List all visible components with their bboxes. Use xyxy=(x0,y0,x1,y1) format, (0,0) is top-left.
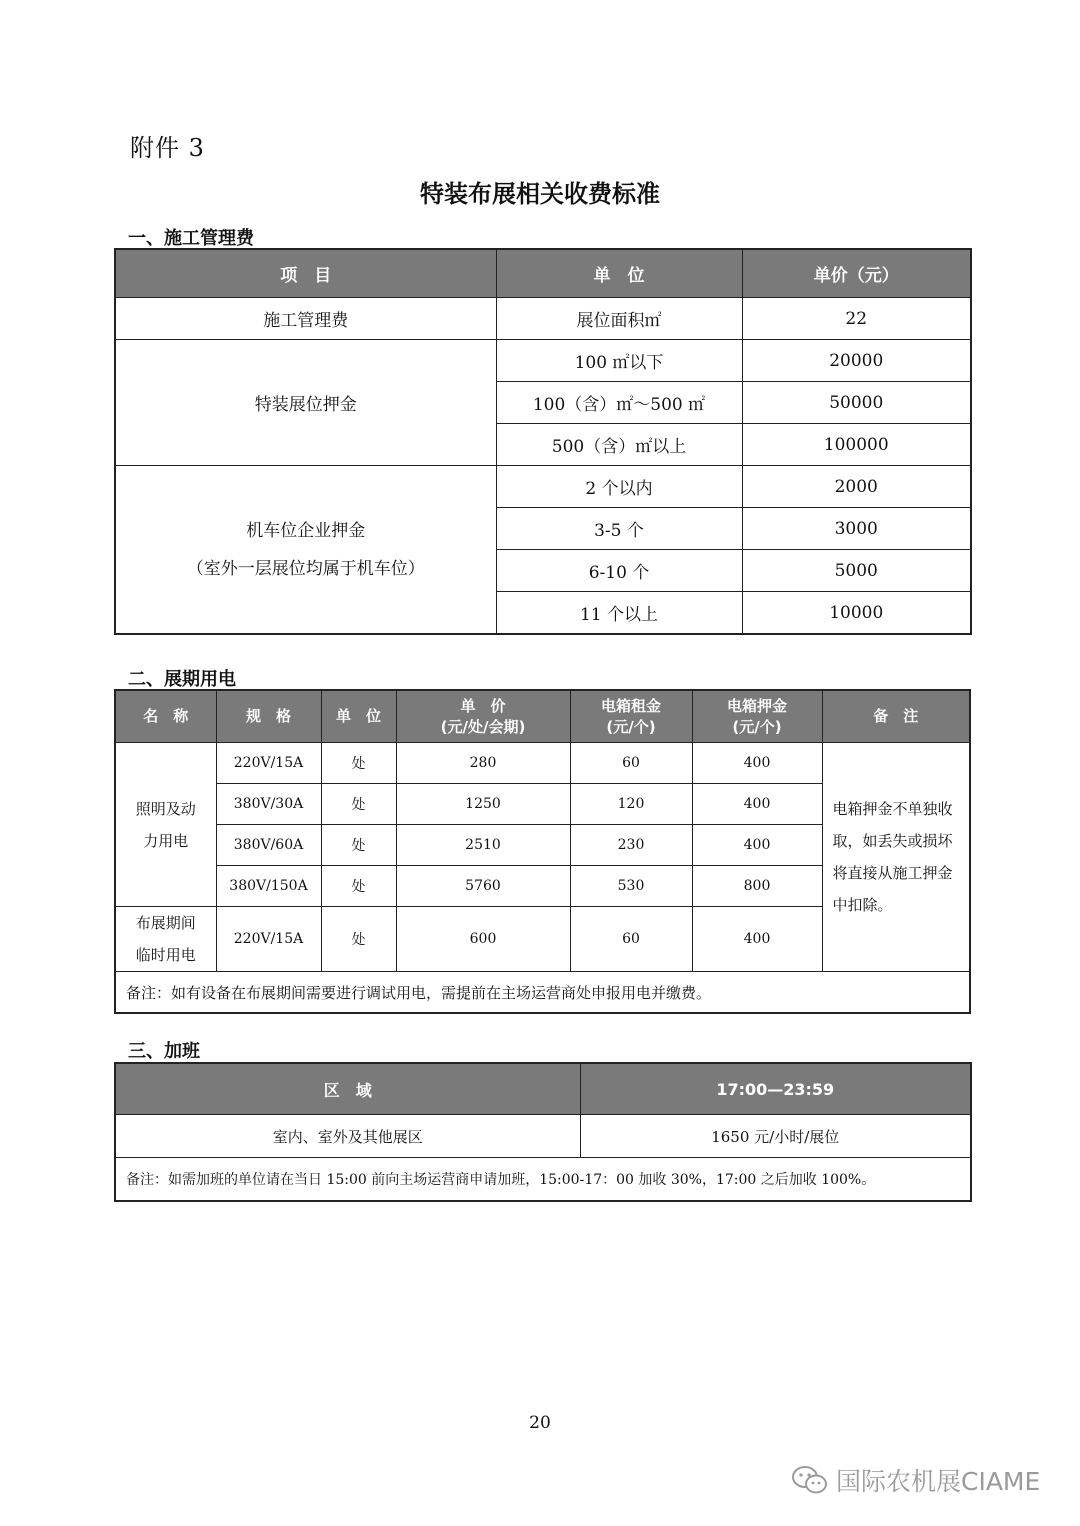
section2-heading: 二、展期用电 xyxy=(128,669,236,690)
electricity-note: 备注：如有设备在布展期间需要进行调试用电，需提前在主场运营商处申报用电并缴费。 xyxy=(115,972,970,1014)
unit-cell: 处 xyxy=(321,784,396,825)
header-price xyxy=(396,690,570,743)
table-row xyxy=(115,1115,971,1158)
table-note-row xyxy=(115,1158,971,1202)
table-row xyxy=(115,743,970,784)
price-cell: 600 xyxy=(396,907,570,972)
watermark-text: 国际农机展CIAME xyxy=(836,1467,1041,1496)
overtime-price-cell: 1650 元/小时/展位 xyxy=(580,1115,971,1158)
spec-cell: 380V/150A xyxy=(216,866,321,907)
deposit-item: 特装展位押金 xyxy=(115,340,496,466)
rent-cell: 60 xyxy=(570,907,692,972)
deposit-cell: 800 xyxy=(692,866,822,907)
vehicle-price: 2000 xyxy=(742,466,971,508)
deposit-unit: 100 ㎡以下 xyxy=(496,340,742,382)
header-spec: 规 格 xyxy=(216,690,321,743)
deposit-cell: 400 xyxy=(692,825,822,866)
header-price-line1: 单 价 xyxy=(460,696,506,715)
vehicle-unit: 3-5 个 xyxy=(496,508,742,550)
section3-heading: 三、加班 xyxy=(128,1041,200,1062)
header-deposit xyxy=(692,690,822,743)
table-row xyxy=(115,466,971,508)
mgmt-item: 施工管理费 xyxy=(115,298,496,340)
unit-cell: 处 xyxy=(321,907,396,972)
header-price-line2: (元/处/会期) xyxy=(440,717,526,736)
price-cell: 280 xyxy=(396,743,570,784)
header-time: 17:00—23:59 xyxy=(580,1063,971,1115)
unit-cell: 处 xyxy=(321,743,396,784)
spec-cell: 220V/15A xyxy=(216,907,321,972)
header-rent-line1: 电箱租金 xyxy=(600,696,661,715)
table-note-row xyxy=(115,972,970,1014)
header-rent xyxy=(570,690,692,743)
deposit-cell: 400 xyxy=(692,784,822,825)
vehicle-item-note: （室外一层展位均属于机车位） xyxy=(186,558,425,579)
annex-label: 附件 3 xyxy=(130,134,205,162)
header-deposit-line1: 电箱押金 xyxy=(726,696,787,715)
page-title: 特装布展相关收费标准 xyxy=(420,180,660,208)
deposit-unit: 500（含）㎡以上 xyxy=(496,424,742,466)
header-remark: 备 注 xyxy=(822,690,970,743)
vehicle-unit: 6-10 个 xyxy=(496,550,742,592)
spec-cell: 380V/60A xyxy=(216,825,321,866)
table-header-row xyxy=(115,1063,971,1115)
rent-cell: 60 xyxy=(570,743,692,784)
deposit-price: 20000 xyxy=(742,340,971,382)
header-name: 名 称 xyxy=(115,690,216,743)
vehicle-price: 5000 xyxy=(742,550,971,592)
mgmt-price: 22 xyxy=(742,298,971,340)
group2-name: 布展期间临时用电 xyxy=(115,907,216,972)
header-area: 区 域 xyxy=(115,1063,580,1115)
rent-cell: 230 xyxy=(570,825,692,866)
table-header-row xyxy=(115,690,970,743)
spec-cell: 380V/30A xyxy=(216,784,321,825)
group1-name: 照明及动力用电 xyxy=(115,743,216,907)
price-cell: 5760 xyxy=(396,866,570,907)
section1-heading: 一、施工管理费 xyxy=(128,228,254,249)
unit-cell: 处 xyxy=(321,825,396,866)
header-price: 单价（元） xyxy=(742,249,971,298)
area-cell: 室内、室外及其他展区 xyxy=(115,1115,580,1158)
deposit-price: 50000 xyxy=(742,382,971,424)
page-number: 20 xyxy=(529,1413,551,1433)
deposit-price: 100000 xyxy=(742,424,971,466)
price-cell: 1250 xyxy=(396,784,570,825)
remark-cell: 电箱押金不单独收取，如丢失或损坏将直接从施工押金中扣除。 xyxy=(822,743,970,972)
table-row xyxy=(115,298,971,340)
table-header-row xyxy=(115,249,971,298)
deposit-cell: 400 xyxy=(692,907,822,972)
mgmt-unit: 展位面积㎡ xyxy=(496,298,742,340)
vehicle-unit: 11 个以上 xyxy=(496,592,742,635)
construction-fee-table xyxy=(114,248,972,635)
vehicle-item-cell xyxy=(115,466,496,635)
vehicle-price: 10000 xyxy=(742,592,971,635)
rent-cell: 120 xyxy=(570,784,692,825)
header-item: 项 目 xyxy=(115,249,496,298)
vehicle-unit: 2 个以内 xyxy=(496,466,742,508)
watermark xyxy=(790,1462,1040,1498)
header-rent-line2: (元/个) xyxy=(606,717,656,736)
vehicle-price: 3000 xyxy=(742,508,971,550)
table-row xyxy=(115,340,971,382)
rent-cell: 530 xyxy=(570,866,692,907)
vehicle-item: 机车位企业押金 xyxy=(246,520,366,541)
overtime-table xyxy=(114,1062,972,1202)
spec-cell: 220V/15A xyxy=(216,743,321,784)
wechat-icon xyxy=(790,1464,830,1496)
header-unit: 单 位 xyxy=(321,690,396,743)
header-deposit-line2: (元/个) xyxy=(732,717,782,736)
electricity-table xyxy=(114,689,971,1014)
unit-cell: 处 xyxy=(321,866,396,907)
overtime-note: 备注：如需加班的单位请在当日 15:00 前向主场运营商申请加班，15:00-17：00 加收 30%，17:00 之后加收 100%。 xyxy=(115,1158,971,1202)
deposit-unit: 100（含）㎡～500 ㎡ xyxy=(496,382,742,424)
header-unit: 单 位 xyxy=(496,249,742,298)
price-cell: 2510 xyxy=(396,825,570,866)
deposit-cell: 400 xyxy=(692,743,822,784)
